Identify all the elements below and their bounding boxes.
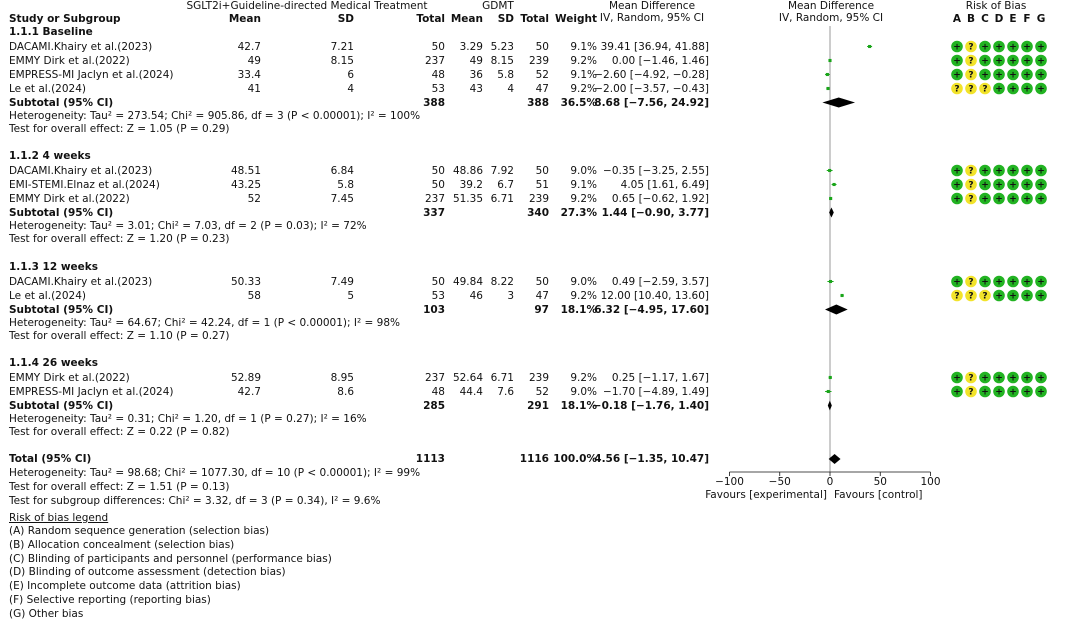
- rob-unclear-glyph: ?: [968, 373, 974, 384]
- study-exp-mean: 50.33: [230, 275, 261, 288]
- rob-low-glyph: +: [1009, 166, 1017, 177]
- study-weight: 9.2%: [570, 371, 597, 384]
- rob-low-glyph: +: [1009, 194, 1017, 205]
- study-exp-total: 50: [431, 275, 445, 288]
- study-ctrl-mean: 49.84: [452, 275, 483, 288]
- subtotal-ci: 8.68 [−7.56, 24.92]: [594, 96, 709, 109]
- study-ctrl-total: 50: [535, 275, 549, 288]
- study-ctrl-total: 50: [535, 40, 549, 53]
- col-total2: Total: [520, 13, 549, 25]
- rob-low-glyph: +: [1009, 387, 1017, 398]
- rob-low-glyph: +: [995, 42, 1003, 53]
- study-exp-mean: 41: [247, 82, 261, 95]
- overall-diamond: [829, 454, 841, 464]
- rob-unclear-glyph: ?: [968, 166, 974, 177]
- study-ci: 4.05 [1.61, 6.49]: [620, 178, 709, 191]
- rob-low-glyph: +: [981, 56, 989, 67]
- study-weight: 9.2%: [570, 82, 597, 95]
- total-exp-n: 1113: [415, 453, 445, 465]
- study-exp-total: 237: [424, 371, 445, 384]
- rob-low-glyph: +: [995, 56, 1003, 67]
- rob-low-glyph: +: [953, 387, 961, 398]
- rob-legend-item: (F) Selective reporting (reporting bias): [9, 594, 211, 606]
- rob-low-glyph: +: [981, 387, 989, 398]
- rob-title: Risk of Bias: [965, 0, 1027, 12]
- rob-low-glyph: +: [1009, 42, 1017, 53]
- md-header-sub: IV, Random, 95% CI: [599, 12, 705, 24]
- rob-low-glyph: +: [1037, 166, 1045, 177]
- study-ci: −0.35 [−3.25, 2.55]: [603, 164, 709, 177]
- study-ci: 0.65 [−0.62, 1.92]: [611, 192, 709, 205]
- study-ctrl-sd: 6.71: [490, 192, 514, 205]
- study-ctrl-sd: 4: [507, 82, 514, 95]
- rob-col-c: C: [981, 13, 989, 25]
- study-ctrl-total: 239: [528, 371, 549, 384]
- subtotal-weight: 27.3%: [560, 206, 597, 219]
- study-name: DACAMI.Khairy et al.(2023): [9, 40, 153, 53]
- study-ctrl-mean: 46: [469, 289, 483, 302]
- study-ctrl-sd: 3: [507, 289, 514, 302]
- rob-legend-item: (D) Blinding of outcome assessment (detection bias): [9, 566, 286, 579]
- total-weight: 100.0%: [553, 453, 597, 465]
- rob-low-glyph: +: [1037, 180, 1045, 191]
- study-exp-sd: 4: [347, 82, 354, 95]
- point-estimate-marker: [833, 183, 836, 186]
- subtotal-ctrl-total: 291: [527, 399, 549, 412]
- study-weight: 9.1%: [570, 40, 597, 53]
- study-ctrl-mean: 44.4: [459, 385, 483, 398]
- study-exp-total: 237: [424, 54, 445, 67]
- heterogeneity-text: Heterogeneity: Tau² = 3.01; Chi² = 7.03, df = 2 (P = 0.03); I² = 72%: [9, 219, 367, 232]
- rob-low-glyph: +: [1023, 373, 1031, 384]
- rob-col-g: G: [1036, 13, 1046, 25]
- study-weight: 9.2%: [570, 192, 597, 205]
- total-heterogeneity: Heterogeneity: Tau² = 98.68; Chi² = 1077.30, df = 10 (P < 0.00001); I² = 99%: [9, 467, 421, 479]
- rob-low-glyph: +: [953, 42, 961, 53]
- study-ci: −1.70 [−4.89, 1.49]: [603, 385, 709, 398]
- study-name: DACAMI.Khairy et al.(2023): [9, 275, 153, 288]
- study-exp-mean: 33.4: [237, 68, 261, 81]
- subtotal-weight: 18.1%: [560, 303, 597, 316]
- rob-col-b: B: [966, 13, 975, 25]
- rob-low-glyph: +: [995, 291, 1003, 302]
- subtotal-exp-total: 285: [423, 399, 445, 412]
- rob-low-glyph: +: [1023, 84, 1031, 95]
- subtotal-diamond: [825, 305, 848, 315]
- favours-experimental: Favours [experimental]: [705, 489, 827, 501]
- subtotal-label: Subtotal (95% CI): [9, 303, 114, 316]
- study-ci: 0.00 [−1.46, 1.46]: [611, 54, 709, 67]
- study-name: EMMY Dirk et al.(2022): [9, 371, 130, 384]
- rob-legend-item: (G) Other bias: [9, 607, 84, 620]
- rob-low-glyph: +: [995, 194, 1003, 205]
- col-sd2: SD: [497, 13, 514, 25]
- point-estimate-marker: [828, 169, 831, 172]
- study-name: DACAMI.Khairy et al.(2023): [9, 164, 153, 177]
- rob-legend-title: Risk of bias legend: [9, 512, 109, 524]
- col-total: Total: [416, 13, 445, 25]
- x-tick-label: 0: [826, 476, 834, 488]
- study-exp-mean: 42.7: [237, 385, 261, 398]
- point-estimate-marker: [826, 87, 829, 90]
- subtotal-label: Subtotal (95% CI): [9, 399, 114, 412]
- rob-low-glyph: +: [995, 166, 1003, 177]
- rob-low-glyph: +: [1009, 180, 1017, 191]
- study-ctrl-mean: 52.64: [452, 371, 483, 384]
- rob-low-glyph: +: [995, 84, 1003, 95]
- study-exp-total: 50: [431, 164, 445, 177]
- rob-low-glyph: +: [1037, 194, 1045, 205]
- rob-unclear-glyph: ?: [968, 84, 974, 95]
- study-ci: 12.00 [10.40, 13.60]: [600, 289, 709, 302]
- study-ctrl-mean: 51.35: [452, 192, 483, 205]
- x-tick-label: −100: [715, 476, 744, 488]
- rob-unclear-glyph: ?: [968, 291, 974, 302]
- study-weight: 9.2%: [570, 289, 597, 302]
- rob-low-glyph: +: [1037, 70, 1045, 81]
- study-ctrl-mean: 49: [469, 54, 483, 67]
- study-name: EMPRESS-MI Jaclyn et al.(2024): [9, 68, 174, 81]
- rob-low-glyph: +: [981, 166, 989, 177]
- rob-low-glyph: +: [981, 70, 989, 81]
- subgroup-title: 1.1.4 26 weeks: [9, 357, 98, 369]
- subtotal-ci: 1.44 [−0.90, 3.77]: [601, 206, 709, 219]
- subgroup-title: 1.1.2 4 weeks: [9, 150, 91, 162]
- study-exp-sd: 6: [347, 68, 354, 81]
- subgroup-title: 1.1.1 Baseline: [9, 26, 93, 38]
- study-ctrl-sd: 6.7: [497, 178, 514, 191]
- study-exp-sd: 5: [347, 289, 354, 302]
- study-weight: 9.0%: [570, 385, 597, 398]
- study-weight: 9.1%: [570, 178, 597, 191]
- subtotal-exp-total: 103: [423, 303, 445, 316]
- study-weight: 9.2%: [570, 54, 597, 67]
- study-ci: 0.25 [−1.17, 1.67]: [611, 371, 709, 384]
- total-ci: 4.56 [−1.35, 10.47]: [594, 453, 709, 465]
- study-exp-sd: 8.95: [330, 371, 354, 384]
- point-estimate-marker: [826, 73, 829, 76]
- overall-effect-text: Test for overall effect: Z = 1.10 (P = 0.27): [9, 329, 230, 342]
- point-estimate-marker: [829, 197, 832, 200]
- col-sd: SD: [337, 13, 354, 25]
- study-name: EMI-STEMI.Elnaz et al.(2024): [9, 178, 160, 191]
- rob-low-glyph: +: [1023, 180, 1031, 191]
- rob-legend-item: (B) Allocation concealment (selection bias): [9, 538, 235, 551]
- rob-legend-item: (A) Random sequence generation (selection bias): [9, 525, 270, 537]
- rob-low-glyph: +: [1037, 373, 1045, 384]
- rob-low-glyph: +: [981, 42, 989, 53]
- study-ctrl-mean: 3.29: [459, 40, 483, 53]
- rob-low-glyph: +: [981, 194, 989, 205]
- subtotal-ci: −0.18 [−1.76, 1.40]: [592, 399, 709, 412]
- study-ctrl-mean: 43: [469, 82, 483, 95]
- point-estimate-marker: [868, 45, 871, 48]
- study-exp-mean: 49: [247, 54, 261, 67]
- subtotal-exp-total: 337: [423, 206, 445, 219]
- heterogeneity-text: Heterogeneity: Tau² = 64.67; Chi² = 42.24, df = 1 (P < 0.00001); I² = 98%: [9, 316, 401, 329]
- rob-low-glyph: +: [1023, 56, 1031, 67]
- total-label: Total (95% CI): [9, 453, 92, 465]
- ctrl-group-header: GDMT: [482, 0, 514, 12]
- study-ctrl-sd: 8.22: [490, 275, 514, 288]
- rob-low-glyph: +: [981, 373, 989, 384]
- study-ci: −2.60 [−4.92, −0.28]: [594, 68, 709, 81]
- plot-header-top: Mean Difference: [787, 0, 875, 12]
- study-exp-total: 50: [431, 178, 445, 191]
- rob-low-glyph: +: [1023, 42, 1031, 53]
- rob-low-glyph: +: [953, 373, 961, 384]
- study-name: Le et al.(2024): [9, 289, 86, 302]
- study-weight: 9.0%: [570, 164, 597, 177]
- point-estimate-marker: [829, 280, 832, 283]
- study-ci: 0.49 [−2.59, 3.57]: [611, 275, 709, 288]
- rob-low-glyph: +: [1037, 277, 1045, 288]
- study-name: EMMY Dirk et al.(2022): [9, 54, 130, 67]
- overall-effect-text: Test for overall effect: Z = 1.05 (P = 0.29): [9, 122, 230, 135]
- rob-low-glyph: +: [953, 166, 961, 177]
- study-weight: 9.1%: [570, 68, 597, 81]
- rob-col-f: F: [1023, 13, 1031, 25]
- point-estimate-marker: [827, 390, 830, 393]
- rob-low-glyph: +: [1037, 387, 1045, 398]
- rob-low-glyph: +: [953, 180, 961, 191]
- study-exp-mean: 43.25: [230, 178, 261, 191]
- point-estimate-marker: [828, 59, 831, 62]
- study-name: EMPRESS-MI Jaclyn et al.(2024): [9, 385, 174, 398]
- study-exp-sd: 7.21: [330, 40, 354, 53]
- x-tick-label: 100: [920, 476, 941, 488]
- rob-low-glyph: +: [995, 277, 1003, 288]
- rob-low-glyph: +: [995, 180, 1003, 191]
- rob-low-glyph: +: [981, 277, 989, 288]
- study-exp-total: 48: [431, 385, 445, 398]
- x-tick-label: −50: [768, 476, 791, 488]
- study-ci: −2.00 [−3.57, −0.43]: [594, 82, 709, 95]
- rob-unclear-glyph: ?: [954, 84, 960, 95]
- subgroup-differences: Test for subgroup differences: Chi² = 3.32, df = 3 (P = 0.34), I² = 9.6%: [9, 495, 381, 507]
- subtotal-diamond: [822, 98, 855, 108]
- rob-low-glyph: +: [953, 194, 961, 205]
- study-ctrl-total: 47: [535, 82, 549, 95]
- rob-unclear-glyph: ?: [968, 56, 974, 67]
- study-exp-total: 237: [424, 192, 445, 205]
- subtotal-ci: 6.32 [−4.95, 17.60]: [594, 303, 709, 316]
- study-ctrl-total: 47: [535, 289, 549, 302]
- study-ctrl-sd: 7.92: [490, 164, 514, 177]
- total-ctrl-n: 1116: [519, 453, 549, 465]
- rob-low-glyph: +: [1009, 373, 1017, 384]
- study-name: EMMY Dirk et al.(2022): [9, 192, 130, 205]
- subtotal-weight: 36.5%: [560, 96, 597, 109]
- rob-low-glyph: +: [1009, 84, 1017, 95]
- study-exp-sd: 7.45: [330, 192, 354, 205]
- exp-group-header: SGLT2i+Guideline-directed Medical Treatment: [186, 0, 428, 12]
- study-ctrl-total: 239: [528, 54, 549, 67]
- rob-low-glyph: +: [1023, 277, 1031, 288]
- rob-low-glyph: +: [1009, 277, 1017, 288]
- study-exp-total: 53: [431, 82, 445, 95]
- x-tick-label: 50: [873, 476, 887, 488]
- favours-control: Favours [control]: [834, 489, 923, 501]
- point-estimate-marker: [841, 294, 844, 297]
- rob-unclear-glyph: ?: [982, 84, 988, 95]
- rob-low-glyph: +: [995, 387, 1003, 398]
- subtotal-label: Subtotal (95% CI): [9, 206, 114, 219]
- rob-low-glyph: +: [1009, 56, 1017, 67]
- subtotal-diamond: [828, 401, 832, 411]
- rob-low-glyph: +: [953, 56, 961, 67]
- study-ctrl-sd: 5.23: [490, 40, 514, 53]
- rob-low-glyph: +: [1023, 194, 1031, 205]
- total-overall-effect: Test for overall effect: Z = 1.51 (P = 0.13): [9, 481, 230, 493]
- study-ctrl-mean: 48.86: [452, 164, 483, 177]
- study-exp-total: 48: [431, 68, 445, 81]
- study-exp-total: 53: [431, 289, 445, 302]
- study-ctrl-sd: 5.8: [497, 68, 514, 81]
- rob-low-glyph: +: [995, 373, 1003, 384]
- col-mean2: Mean: [450, 13, 483, 25]
- study-ci: 39.41 [36.94, 41.88]: [600, 40, 709, 53]
- col-study: Study or Subgroup: [9, 13, 121, 25]
- study-exp-sd: 8.6: [337, 385, 354, 398]
- study-ctrl-sd: 6.71: [490, 371, 514, 384]
- rob-unclear-glyph: ?: [982, 291, 988, 302]
- rob-unclear-glyph: ?: [968, 194, 974, 205]
- rob-col-a: A: [952, 13, 962, 25]
- rob-unclear-glyph: ?: [968, 42, 974, 53]
- rob-low-glyph: +: [1037, 291, 1045, 302]
- study-exp-total: 50: [431, 40, 445, 53]
- heterogeneity-text: Heterogeneity: Tau² = 273.54; Chi² = 905.86, df = 3 (P < 0.00001); I² = 100%: [9, 109, 421, 122]
- rob-low-glyph: +: [1009, 291, 1017, 302]
- plot-header-sub: IV, Random, 95% CI: [778, 12, 884, 24]
- rob-low-glyph: +: [1037, 56, 1045, 67]
- rob-legend-item: (E) Incomplete outcome data (attrition bias): [9, 580, 241, 593]
- overall-effect-text: Test for overall effect: Z = 1.20 (P = 0.23): [9, 232, 230, 245]
- study-exp-sd: 6.84: [330, 164, 354, 177]
- rob-col-d: D: [994, 13, 1004, 25]
- study-weight: 9.0%: [570, 275, 597, 288]
- rob-low-glyph: +: [953, 70, 961, 81]
- study-ctrl-total: 52: [535, 68, 549, 81]
- subtotal-weight: 18.1%: [560, 399, 597, 412]
- rob-low-glyph: +: [1023, 70, 1031, 81]
- study-exp-mean: 52.89: [230, 371, 261, 384]
- subtotal-exp-total: 388: [423, 96, 445, 109]
- study-ctrl-sd: 7.6: [497, 385, 514, 398]
- rob-low-glyph: +: [995, 70, 1003, 81]
- rob-low-glyph: +: [953, 277, 961, 288]
- subtotal-ctrl-total: 97: [534, 303, 549, 316]
- study-exp-sd: 8.15: [330, 54, 354, 67]
- rob-low-glyph: +: [1037, 42, 1045, 53]
- heterogeneity-text: Heterogeneity: Tau² = 0.31; Chi² = 1.20, df = 1 (P = 0.27); I² = 16%: [9, 412, 367, 425]
- study-ctrl-total: 51: [535, 178, 549, 191]
- rob-low-glyph: +: [1009, 70, 1017, 81]
- subtotal-ctrl-total: 388: [527, 96, 549, 109]
- rob-unclear-glyph: ?: [954, 291, 960, 302]
- study-exp-mean: 42.7: [237, 40, 261, 53]
- study-ctrl-mean: 36: [469, 68, 483, 81]
- col-weight: Weight: [555, 13, 597, 25]
- rob-low-glyph: +: [1023, 387, 1031, 398]
- rob-low-glyph: +: [1023, 291, 1031, 302]
- subtotal-ctrl-total: 340: [527, 206, 549, 219]
- rob-unclear-glyph: ?: [968, 277, 974, 288]
- study-ctrl-total: 50: [535, 164, 549, 177]
- study-name: Le et al.(2024): [9, 82, 86, 95]
- subtotal-label: Subtotal (95% CI): [9, 96, 114, 109]
- study-exp-sd: 5.8: [337, 178, 354, 191]
- study-ctrl-total: 52: [535, 385, 549, 398]
- rob-unclear-glyph: ?: [968, 70, 974, 81]
- rob-legend-item: (C) Blinding of participants and personnel (performance bias): [9, 552, 332, 565]
- study-exp-mean: 48.51: [230, 164, 261, 177]
- study-exp-sd: 7.49: [330, 275, 354, 288]
- rob-col-e: E: [1009, 13, 1017, 25]
- study-exp-mean: 52: [247, 192, 261, 205]
- rob-unclear-glyph: ?: [968, 180, 974, 191]
- rob-low-glyph: +: [981, 180, 989, 191]
- study-ctrl-mean: 39.2: [459, 178, 483, 191]
- rob-low-glyph: +: [1023, 166, 1031, 177]
- md-header-top: Mean Difference: [608, 0, 696, 12]
- overall-effect-text: Test for overall effect: Z = 0.22 (P = 0.82): [9, 425, 230, 438]
- col-mean: Mean: [228, 13, 261, 25]
- rob-low-glyph: +: [1037, 84, 1045, 95]
- subgroup-title: 1.1.3 12 weeks: [9, 261, 98, 273]
- rob-unclear-glyph: ?: [968, 387, 974, 398]
- study-ctrl-sd: 8.15: [490, 54, 514, 67]
- study-exp-mean: 58: [247, 289, 261, 302]
- study-ctrl-total: 239: [528, 192, 549, 205]
- point-estimate-marker: [829, 376, 832, 379]
